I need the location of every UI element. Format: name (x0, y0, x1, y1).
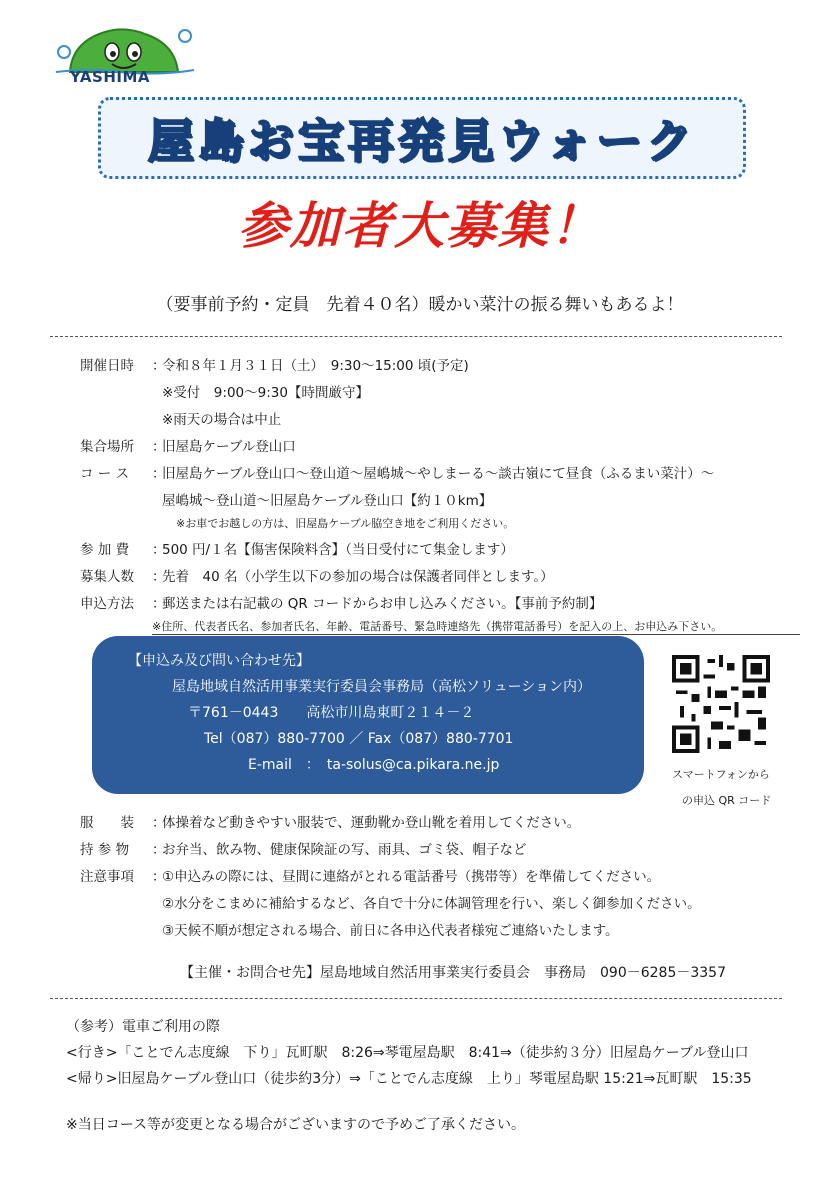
detail-course-cont: 屋嶋城～登山道～旧屋島ケーブル登山口【約１０km】 (162, 492, 493, 509)
detail-fee: 参 加 費 ： 500 円/１名【傷害保険料含】（当日受付にて集金します） (80, 541, 514, 558)
contact-heading: 【申込み及び問い合わせ先】 (128, 653, 310, 669)
detail-parking-note: ※お車でお越しの方は、旧屋島ケーブル脇空き地をご利用ください。 (176, 517, 515, 530)
change-notice: ※当日コース等が変更となる場合がございますので予めご了承ください。 (66, 1117, 526, 1133)
contact-email[interactable]: E-mail ： ta-solus@ca.pikara.ne.jp (248, 757, 500, 773)
note-belongings: 持 参 物 ： お弁当、飲み物、健康保険証の写、雨具、ゴミ袋、帽子など (80, 841, 527, 858)
detail-application: 申込方法 ： 郵送または右記載の QR コードからお申し込みください。【事前予約制】 (80, 595, 603, 612)
reference-heading: （参考）電車ご利用の際 (66, 1019, 220, 1035)
note-caution-2: ②水分をこまめに補給するなど、各自で十分に体調管理を行い、楽しく御参加ください。 (162, 895, 701, 912)
qr-code-image[interactable] (672, 655, 770, 753)
detail-capacity: 募集人数 ： 先着 40 名（小学生以下の参加の場合は保護者同伴とします。） (80, 568, 554, 585)
contact-box (92, 636, 644, 794)
event-details (80, 350, 800, 637)
detail-application-note: ※住所、代表者氏名、参加者氏名、年齢、電話番号、緊急時連絡先（携帯電話番号）を記入の上、お申込み下さい。 (80, 615, 800, 637)
detail-date: 開催日時 ： 令和８年１月３１日（土） 9:30～15:00 頃(予定) (80, 357, 469, 374)
event-title-box (98, 97, 746, 179)
reference-return: <帰り>旧屋島ケーブル登山口（徒歩約3分）⇒「ことでん志度線 上り」琴電屋島駅 15:21⇒瓦町駅 15:35 (66, 1071, 752, 1087)
event-notes (80, 807, 800, 942)
note-caution-1: 注意事項 ： ①申込みの際には、昼間に連絡がとれる電話番号（携帯等）を準備してください。 (80, 868, 661, 885)
qr-caption-line1: スマートフォンから (672, 768, 770, 781)
contact-phone: Tel（087）880-7700 ／ Fax（087）880-7701 (204, 731, 514, 747)
detail-reception: ※受付 9:00～9:30【時間厳守】 (162, 384, 369, 401)
contact-address: 〒761－0443 高松市川島東町２１４－２ (188, 705, 475, 721)
detail-meeting-place: 集合場所 ： 旧屋島ケーブル登山口 (80, 438, 296, 455)
event-title: 屋島お宝再発見ウォーク (147, 114, 697, 168)
train-reference (66, 1016, 752, 1094)
note-clothing: 服 装 ： 体操着など動きやすい服装で、運動靴か登山靴を着用してください。 (80, 814, 581, 831)
contact-org: 屋島地域自然活用事業実行委員会事務局（高松ソリューション内） (172, 679, 592, 695)
reference-outbound: <行き>「ことでん志度線 下り」瓦町駅 8:26⇒琴電屋島駅 8:41⇒（徒歩約３分）旧屋島ケーブル登山口 (66, 1045, 749, 1061)
subtitle: （要事前予約・定員 先着４０名）暖かい菜汁の振る舞いもあるよ！ (156, 295, 684, 315)
divider (50, 998, 782, 999)
detail-rain: ※雨天の場合は中止 (162, 411, 282, 428)
headline: 参加者大募集！ (238, 197, 602, 255)
qr-caption-line2: の申込 QR コード (682, 794, 772, 807)
organizer-info: 【主催・お問合せ先】屋島地域自然活用事業実行委員会 事務局 090－6285－3357 (180, 965, 726, 981)
logo-text: YASHIMA (70, 68, 151, 86)
divider (50, 336, 782, 337)
note-caution-3: ③天候不順が想定される場合、前日に各申込代表者様宛ご連絡いたします。 (162, 922, 619, 939)
detail-course: コ ー ス ： 旧屋島ケーブル登山口～登山道～屋嶋城～やしまーる～談古嶺にて昼食（ふるまい菜汁）～ (80, 465, 715, 482)
